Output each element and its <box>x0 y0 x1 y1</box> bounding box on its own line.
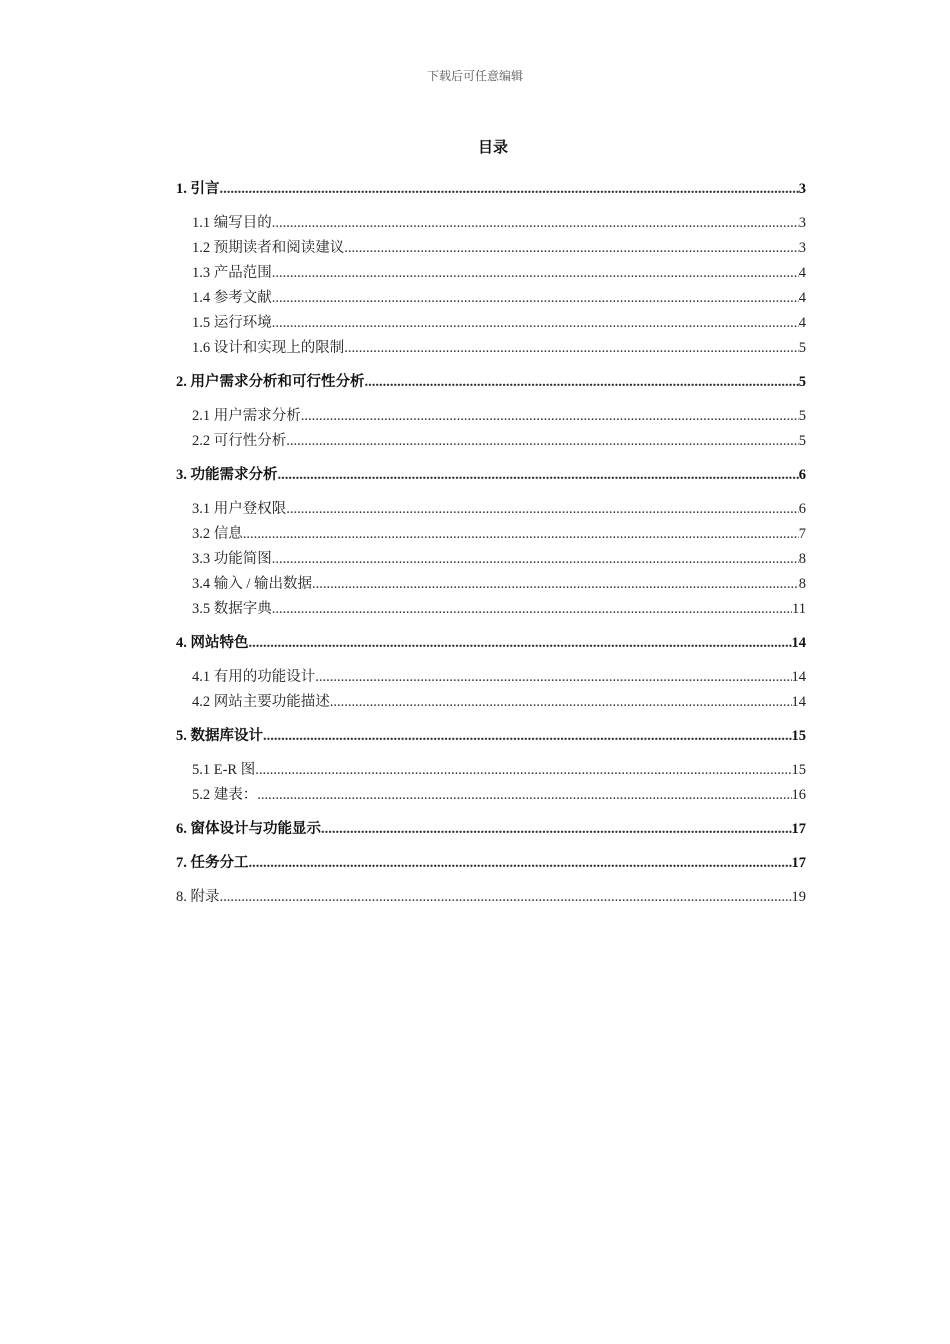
toc-entry[interactable] <box>176 758 806 783</box>
toc-entry[interactable] <box>176 572 806 597</box>
toc-dot-leader <box>272 261 799 286</box>
toc-entry-label: 2.2 可行性分析 <box>192 433 287 449</box>
toc-dot-leader <box>344 336 799 361</box>
toc-entry-label: 4.2 网站主要功能描述 <box>192 694 330 710</box>
toc-entry-page-number: 17 <box>791 855 806 871</box>
toc-entry-page-number: 3 <box>798 240 806 256</box>
toc-entry-label: 8. 附录 <box>176 889 220 905</box>
toc-entry[interactable] <box>176 404 806 429</box>
toc-entry[interactable] <box>176 783 806 808</box>
toc-entry-page-number: 6 <box>798 501 806 517</box>
toc-entry-label: 5.1 E-R 图 <box>192 762 256 778</box>
toc-dot-leader <box>278 463 799 488</box>
toc-entry-label: 1.3 产品范围 <box>192 265 272 281</box>
toc-entry[interactable] <box>176 851 806 876</box>
toc-entry-label: 4. 网站特色 <box>176 635 249 651</box>
toc-entry[interactable] <box>176 522 806 547</box>
toc-entry[interactable] <box>176 597 806 622</box>
toc-entry[interactable] <box>176 463 806 488</box>
toc-dot-leader <box>315 665 791 690</box>
toc-dot-leader <box>365 370 799 395</box>
toc-entry-label: 3.2 信息 <box>192 526 243 542</box>
toc-entry[interactable] <box>176 497 806 522</box>
toc-entry[interactable] <box>176 211 806 236</box>
toc-dot-leader <box>255 758 791 783</box>
toc-entry-page-number: 5 <box>798 433 806 449</box>
toc-entry-page-number: 7 <box>798 526 806 542</box>
toc-entry[interactable] <box>176 236 806 261</box>
toc-entry-page-number: 16 <box>791 787 806 803</box>
toc-entry-label: 1. 引言 <box>176 181 220 197</box>
toc-dot-leader <box>330 690 792 715</box>
toc-dot-leader <box>312 572 799 597</box>
toc-dot-leader <box>272 211 799 236</box>
toc-dot-leader <box>272 597 792 622</box>
toc-entry-label: 1.2 预期读者和阅读建议 <box>192 240 345 256</box>
toc-entry-page-number: 4 <box>798 315 806 331</box>
toc-dot-leader <box>220 885 792 910</box>
toc-entry-page-number: 11 <box>792 601 806 617</box>
toc-entry-page-number: 4 <box>798 265 806 281</box>
toc-entry-label: 3.5 数据字典 <box>192 601 272 617</box>
toc-entry-page-number: 8 <box>798 576 806 592</box>
toc-dot-leader <box>301 404 799 429</box>
toc-entry[interactable] <box>176 885 806 910</box>
toc-dot-leader <box>286 497 799 522</box>
page-header: 下载后可任意编辑 <box>426 69 523 83</box>
toc-entry[interactable] <box>176 724 806 749</box>
toc-entry-page-number: 19 <box>791 889 806 905</box>
toc-entry-label: 7. 任务分工 <box>176 855 249 871</box>
toc-entry[interactable] <box>176 631 806 656</box>
toc-entry-page-number: 14 <box>791 694 806 710</box>
toc-entry[interactable] <box>176 336 806 361</box>
toc-entry-page-number: 4 <box>798 290 806 306</box>
toc-dot-leader <box>249 631 792 656</box>
toc-entry-page-number: 8 <box>798 551 806 567</box>
toc-entry-page-number: 5 <box>798 340 806 356</box>
toc-entry-page-number: 15 <box>791 762 806 778</box>
toc-entry-label: 3.3 功能简图 <box>192 551 272 567</box>
toc-entry-label: 1.6 设计和实现上的限制 <box>192 340 345 356</box>
toc-entry-page-number: 3 <box>798 181 806 197</box>
toc-entry-page-number: 14 <box>791 635 806 651</box>
toc-dot-leader <box>249 851 792 876</box>
toc-dot-leader <box>257 783 791 808</box>
toc-entry-page-number: 14 <box>791 669 806 685</box>
toc-dot-leader <box>344 236 799 261</box>
toc-entry-page-number: 5 <box>798 408 806 424</box>
toc-entry-label: 1.5 运行环境 <box>192 315 272 331</box>
toc-entry-label: 2. 用户需求分析和可行性分析 <box>176 374 365 390</box>
toc-entry-label: 2.1 用户需求分析 <box>192 408 301 424</box>
toc-entry-label: 1.4 参考文献 <box>192 290 272 306</box>
toc-entry[interactable] <box>176 177 806 202</box>
toc-dot-leader <box>263 724 792 749</box>
toc-dot-leader <box>272 547 799 572</box>
toc-entry-label: 3. 功能需求分析 <box>176 467 278 483</box>
toc-entry-label: 5. 数据库设计 <box>176 728 263 744</box>
toc-dot-leader <box>272 286 799 311</box>
toc-entry[interactable] <box>176 547 806 572</box>
toc-entry[interactable] <box>176 665 806 690</box>
toc-entry-label: 3.1 用户登权限 <box>192 501 287 517</box>
toc-entry-label: 5.2 建表： <box>192 787 258 803</box>
toc-entry[interactable] <box>176 286 806 311</box>
toc-dot-leader <box>321 817 792 842</box>
toc-entry-label: 4.1 有用的功能设计 <box>192 669 316 685</box>
toc-entry-page-number: 6 <box>798 467 806 483</box>
toc-entry[interactable] <box>176 311 806 336</box>
toc-dot-leader <box>220 177 799 202</box>
toc-entry-label: 6. 窗体设计与功能显示 <box>176 821 321 837</box>
toc-entry[interactable] <box>176 690 806 715</box>
toc-dot-leader <box>243 522 799 547</box>
toc-entry-page-number: 3 <box>798 215 806 231</box>
toc-dot-leader <box>286 429 799 454</box>
toc-title: 目录 <box>477 140 508 156</box>
table-of-contents <box>176 177 806 910</box>
toc-entry-label: 1.1 编写目的 <box>192 215 272 231</box>
toc-entry[interactable] <box>176 370 806 395</box>
toc-entry-label: 3.4 输入 / 输出数据 <box>192 576 313 592</box>
toc-entry[interactable] <box>176 429 806 454</box>
toc-entry[interactable] <box>176 261 806 286</box>
toc-entry-page-number: 17 <box>791 821 806 837</box>
toc-entry-page-number: 5 <box>798 374 806 390</box>
toc-entry-page-number: 15 <box>791 728 806 744</box>
toc-dot-leader <box>272 311 799 336</box>
toc-entry[interactable] <box>176 817 806 842</box>
